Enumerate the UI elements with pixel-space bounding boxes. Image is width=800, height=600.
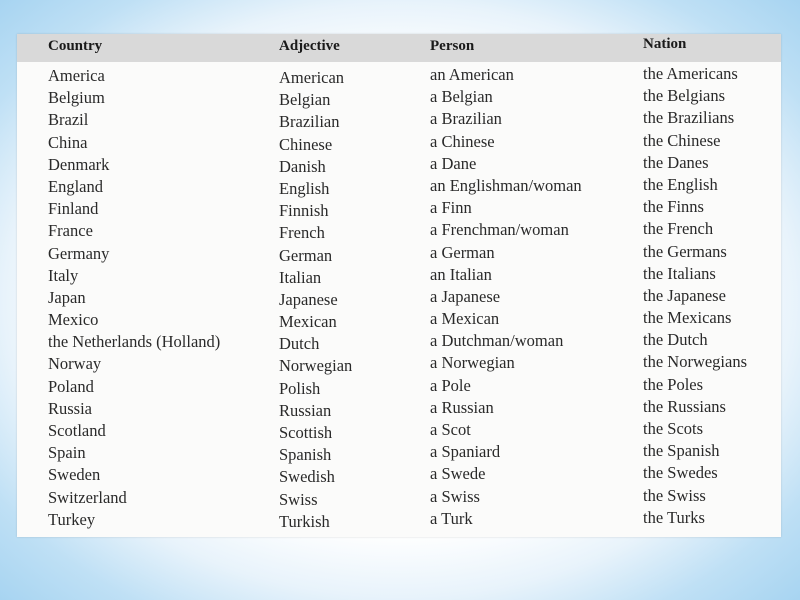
adjective-cell: American [279,68,345,87]
adjective-cell: Belgian [279,90,331,110]
person-cell: a Turk [430,508,473,528]
country-cell: Scotland [48,421,106,440]
person-cell: a Dutchman/woman [430,331,564,351]
adjective-cell: Finnish [279,201,329,221]
adjective-cell: Norwegian [279,356,353,376]
country-cell: Brazil [48,110,89,130]
country-cell: Germany [48,243,110,263]
nation-cell: the French [643,219,714,239]
nation-cell: the Americans [643,64,738,83]
adjective-cell: French [279,223,325,243]
country-cell: America [48,66,105,85]
nation-cell: the Italians [643,263,716,283]
country-cell: Russia [48,398,93,418]
adjective-cell: Polish [279,378,321,398]
person-cell: a Swede [430,464,486,484]
person-cell: a Spaniard [430,442,501,462]
nation-cell: the English [643,174,718,194]
country-cell: Denmark [48,154,110,174]
adjective-cell: Swiss [279,489,318,509]
person-cell: a Swiss [430,486,480,506]
nation-cell: the Mexicans [643,308,732,328]
nationality-table [17,34,781,537]
country-cell: Japan [48,287,86,307]
nation-cell: the Japanese [643,285,726,305]
person-cell: a Japanese [430,286,501,306]
nation-cell: the Spanish [643,441,720,461]
person-cell: a Pole [430,375,471,395]
nation-cell: the Poles [643,374,704,394]
adjective-cell: Chinese [279,134,333,154]
adjective-cell: Scottish [279,423,333,442]
header-adjective: Adjective [279,38,340,54]
nation-column [643,63,747,529]
adjective-cell: Japanese [279,289,338,309]
country-cell: England [48,176,103,196]
country-cell: Turkey [48,509,96,529]
nation-cell: the Danes [643,152,709,172]
person-cell: a Belgian [430,87,493,107]
nation-cell: the Swiss [643,485,706,505]
adjective-cell: German [279,245,333,265]
adjective-cell: Brazilian [279,112,340,132]
adjective-cell: Danish [279,156,326,176]
header-country: Country [48,38,103,54]
nation-cell: the Germans [643,241,727,261]
person-cell: an Englishman/woman [430,175,582,195]
nation-cell: the Norwegians [643,352,748,372]
adjective-column [279,67,352,533]
person-cell: a Finn [430,198,472,218]
nation-cell: the Chinese [643,130,721,150]
country-cell: the Netherlands (Holland) [48,332,221,352]
person-cell: a Russian [430,397,494,417]
nation-cell: the Belgians [643,86,726,106]
adjective-cell: Spanish [279,445,332,465]
country-cell: France [48,221,93,241]
nation-cell: the Finns [643,197,704,217]
adjective-cell: Russian [279,400,332,420]
person-column [430,64,582,530]
header-person: Person [430,38,475,54]
table-header-row [17,34,781,62]
country-cell: China [48,132,88,152]
nation-cell: the Scots [643,419,704,438]
person-cell: a Dane [430,153,477,173]
adjective-cell: Swedish [279,467,335,487]
nation-cell: the Turks [643,507,705,527]
nation-cell: the Russians [643,396,726,416]
person-cell: a Frenchman/woman [430,220,569,240]
country-cell: Spain [48,443,86,463]
adjective-cell: Mexican [279,312,337,332]
country-cell: Mexico [48,310,99,330]
adjective-cell: English [279,178,330,198]
country-cell: Belgium [48,88,105,108]
country-cell: Norway [48,354,102,374]
adjective-cell: Italian [279,267,322,287]
country-cell: Italy [48,265,79,285]
adjective-cell: Dutch [279,334,320,354]
person-cell: a German [430,242,495,262]
person-cell: a Brazilian [430,109,502,129]
person-cell: an American [430,65,514,84]
country-cell: Poland [48,376,94,396]
country-column [48,65,220,531]
person-cell: an Italian [430,264,492,284]
person-cell: a Scot [430,420,471,439]
person-cell: a Mexican [430,309,500,329]
nation-cell: the Brazilians [643,108,735,128]
header-nation: Nation [643,36,687,52]
adjective-cell: Turkish [279,511,330,531]
nation-cell: the Swedes [643,463,718,483]
person-cell: a Chinese [430,131,495,151]
country-cell: Finland [48,199,99,219]
country-cell: Switzerland [48,487,127,507]
nation-cell: the Dutch [643,330,708,350]
country-cell: Sweden [48,465,101,485]
person-cell: a Norwegian [430,353,515,373]
